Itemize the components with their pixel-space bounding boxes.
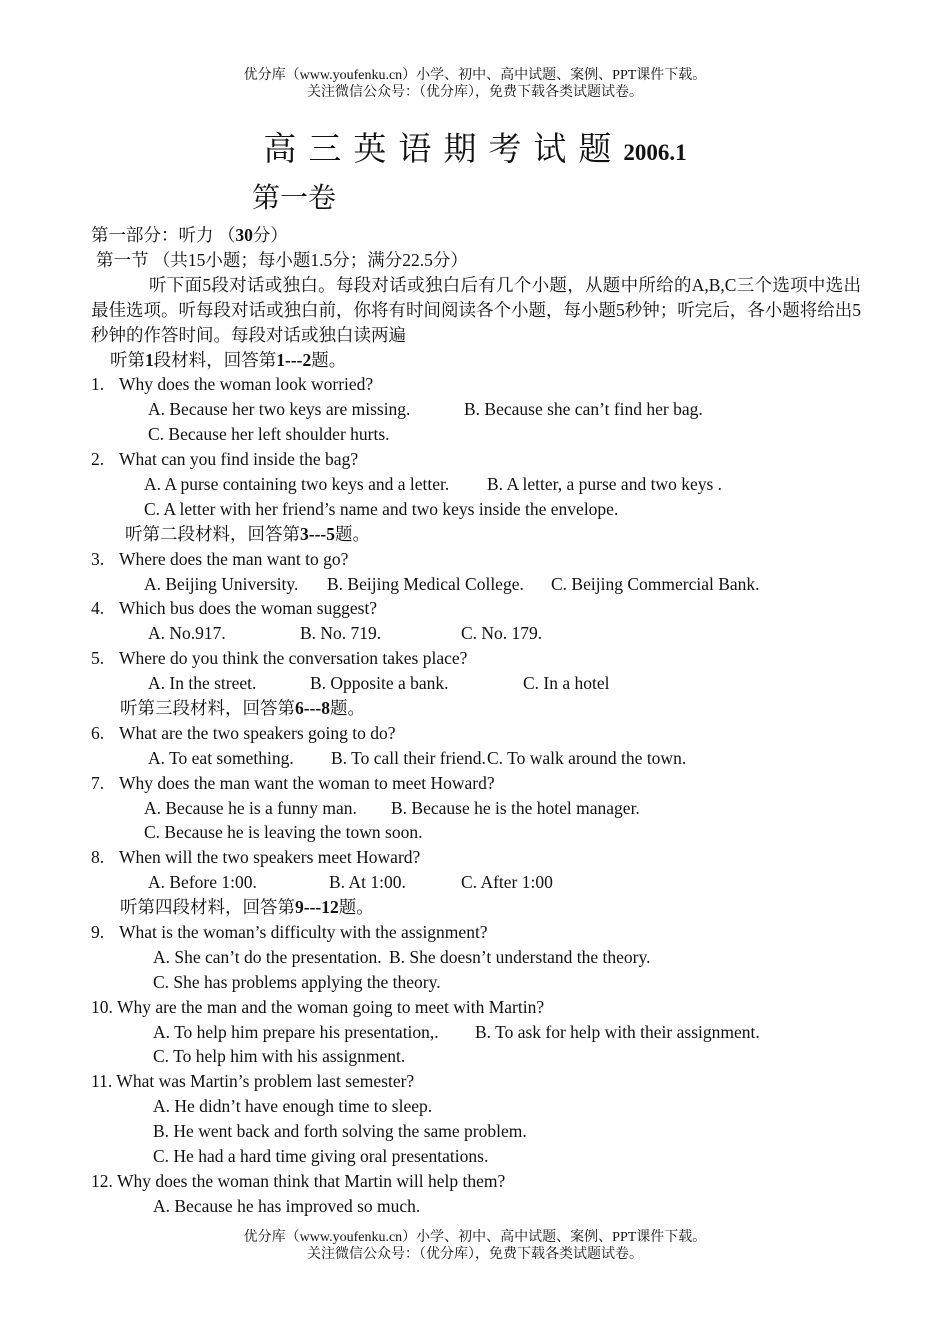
question: 4. Which bus does the woman suggest? [91,598,378,619]
answer-options: A. Before 1:00. B. At 1:00. C. After 1:00 [148,872,553,893]
question: 6. What are the two speakers going to do? [91,722,396,743]
page-footer [0,1229,950,1263]
section-heading: 第一节 （共15小题；每小题1.5分；满分22.5分） [96,249,468,270]
part-heading: 第一部分：听力 （30分） [91,225,288,245]
section-instructions: 听下面5段对话或独白。每段对话或独白后有几个小题，从题中所给的A,B,C三个选项中选出最佳选项。听每段对话或独白前，你将有时间阅读各个小题，每小题5秒钟；听完后，各小题将给出5秒钟的作答时间。每段对话或独白读两遍 [91,274,861,345]
question: 7. Why does the man want the woman to meet Howard? [91,772,495,793]
question: 12. Why does the woman think that Martin will help them? [91,1170,506,1191]
question: 3. Where does the man want to go? [91,548,349,569]
group-instruction: 听第三段材料，回答第6---8题。 [120,697,365,718]
group-instruction: 听第二段材料，回答第3---5题。 [125,523,370,544]
answer-options: C. Because he is leaving the town soon. [144,822,423,843]
answer-options: C. He had a hard time giving oral presentations. [153,1146,489,1166]
part-score: 30 [235,225,253,245]
answer-options: A. She can’t do the presentation. B. She doesn’t understand the theory. [153,946,651,967]
question: 8. When will the two speakers meet Howard? [91,847,421,868]
question: 11. What was Martin’s problem last semester? [91,1071,415,1092]
answer-options: A. Beijing University. B. Beijing Medical College. C. Beijing Commercial Bank. [144,573,760,594]
group-instruction: 听第四段材料，回答第9---12题。 [120,897,374,918]
answer-options: A. To help him prepare his presentation,. B. To ask for help with their assignment. [153,1021,760,1042]
header-line-1: 优分库（www.youfenku.cn）小学、初中、高中试题、案例、PPT课件下载。 [243,68,707,83]
header-line-2: 关注微信公众号：（优分库），免费下载各类试题试卷。 [307,85,643,100]
answer-options: A. Because her two keys are missing. B. Because she can’t find her bag. [148,399,703,420]
page-header [0,67,950,101]
exam-title [0,130,950,173]
answer-options: C. She has problems applying the theory. [153,971,441,992]
exam-title-text: 高三英语期考试题 [263,132,624,168]
answer-options: C. To help him with his assignment. [153,1046,406,1067]
question: 5. Where do you think the conversation takes place? [91,648,468,669]
question: 9. What is the woman’s difficulty with the assignment? [91,921,488,942]
answer-options: A. A purse containing two keys and a letter. B. A letter, a purse and two keys . [144,473,723,494]
answer-options: C. Because her left shoulder hurts. [148,424,390,445]
answer-options: A. He didn’t have enough time to sleep. [153,1096,433,1117]
answer-options: A. In the street. B. Opposite a bank. C. In a hotel [148,673,610,694]
exam-year: 2006.1 [623,140,687,165]
volume-heading: 第一卷 [252,183,337,214]
group-instruction: 听第1段材料，回答第1---2题。 [110,349,347,370]
answer-options: B. He went back and forth solving the same problem. [153,1121,527,1142]
exam-content [91,223,861,1219]
answer-options: A. To eat something. B. To call their friend.C. To walk around the town. [148,747,687,768]
footer-line-1: 优分库（www.youfenku.cn）小学、初中、高中试题、案例、PPT课件下载。 [243,1230,707,1245]
footer-line-2: 关注微信公众号：（优分库），免费下载各类试题试卷。 [307,1247,643,1262]
answer-options: A. No.917. B. No. 719. C. No. 179. [148,623,543,644]
question: 10. Why are the man and the woman going to meet with Martin? [91,996,545,1017]
answer-options: A. Because he has improved so much. [153,1195,421,1216]
answer-options: A. Because he is a funny man. B. Because he is the hotel manager. [144,797,640,818]
question: 2. What can you find inside the bag? [91,449,359,470]
question: 1. Why does the woman look worried? [91,374,374,395]
answer-options: C. A letter with her friend’s name and two keys inside the envelope. [144,498,619,519]
